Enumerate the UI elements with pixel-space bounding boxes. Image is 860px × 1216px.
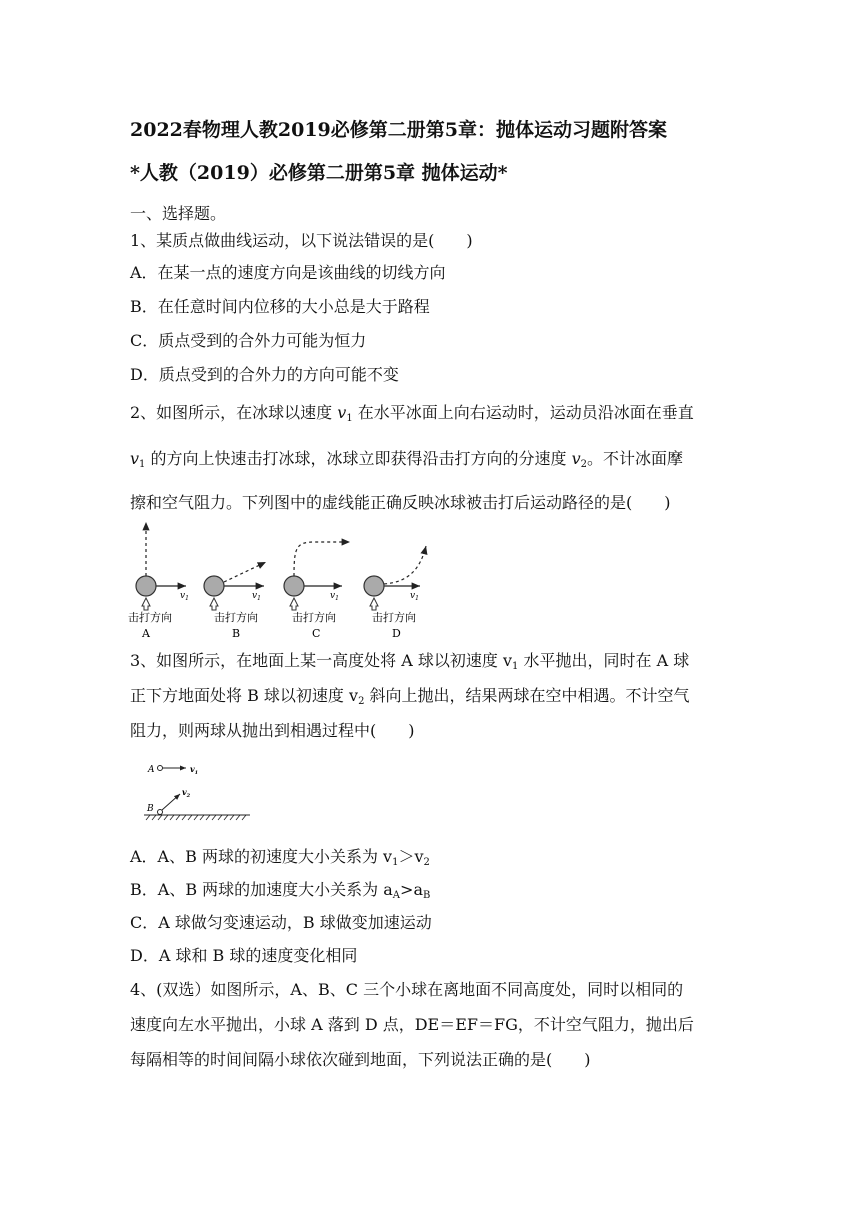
v1-label: $v_1$ (252, 591, 261, 602)
document-subtitle: *人教（2019）必修第二册第5章 抛体运动* (130, 162, 508, 184)
q3-text: 3、如图所示，在地面上某一高度处将 A 球以初速度 v (130, 651, 513, 670)
q4-line-1: 4、(双选）如图所示，A、B、C 三个小球在离地面不同高度处，同时以相同的 (130, 980, 684, 999)
q3-text: B．A、B 两球的加速度大小关系为 a (130, 880, 393, 899)
panel-label-a: A (142, 627, 150, 640)
q2-text: 在水平冰面上向右运动时，运动员沿冰面在垂直 (352, 403, 694, 422)
q3-figure (140, 758, 260, 824)
q3-text: >a (400, 880, 423, 899)
puck-icon (284, 576, 304, 596)
q3-option-b (130, 880, 430, 906)
q3-line-1 (130, 651, 689, 677)
q3-text: ＞v (398, 847, 424, 866)
ball-a-icon (158, 766, 163, 771)
puck-icon (364, 576, 384, 596)
q1-option-c: C．质点受到的合外力可能为恒力 (130, 331, 367, 350)
q3-text: 正下方地面处将 B 球以初速度 v (130, 686, 359, 705)
ball-a-label: A (148, 765, 155, 775)
panel-d (364, 546, 426, 640)
q4-line-3: 每隔相等的时间间隔小球依次碰到地面，下列说法正确的是( ) (130, 1050, 591, 1069)
q1-option-d: D．质点受到的合外力的方向可能不变 (130, 365, 399, 384)
hit-direction-label: 击打方向 (292, 611, 336, 624)
panel-label-d: D (392, 627, 401, 640)
q1-option-a: A．在某一点的速度方向是该曲线的切线方向 (130, 263, 446, 282)
q2-line-2 (130, 449, 683, 475)
q3-subscript: B (422, 890, 431, 901)
q3-subscript: A (392, 890, 401, 901)
q1-stem: 1、某质点做曲线运动，以下说法错误的是( ) (130, 231, 473, 250)
q2-text: 。不计冰面摩 (587, 449, 684, 468)
q3-option-d: D．A 球和 B 球的速度变化相同 (130, 946, 358, 965)
panel-a (128, 522, 189, 640)
v1-label: $v_1$ (330, 591, 339, 602)
panel-label-c: C (312, 627, 321, 640)
panel-c (284, 542, 350, 640)
q2-text: 2、如图所示，在冰球以速度 (130, 403, 338, 422)
q3-text: A．A、B 两球的初速度大小关系为 v (130, 847, 393, 866)
q3-subscript: 1 (392, 857, 399, 868)
q2-line-3: 擦和空气阻力。下列图中的虚线能正确反映冰球被击打后运动路径的是( ) (130, 493, 671, 512)
hit-direction-label: 击打方向 (128, 611, 172, 624)
q3-text: 水平抛出，同时在 A 球 (518, 651, 690, 670)
ball-b-icon (158, 810, 163, 815)
q3-subscript: 1 (512, 661, 519, 672)
q3-subscript: 2 (358, 696, 365, 707)
q2-subscript: 2 (580, 459, 588, 470)
puck-icon (204, 576, 224, 596)
q3-line-2 (130, 686, 690, 712)
q3-subscript: 2 (423, 857, 430, 868)
panel-label-b: B (232, 627, 241, 640)
document-title: 2022春物理人教2019必修第二册第5章：抛体运动习题附答案 (130, 119, 667, 141)
q2-figure (128, 518, 448, 644)
q3-text: 斜向上抛出，结果两球在空中相遇。不计空气 (364, 686, 690, 705)
q2-velocity-symbol: v (337, 403, 347, 422)
q2-subscript: 1 (139, 459, 146, 470)
q2-line-1 (130, 403, 694, 429)
panel-b (204, 562, 266, 640)
projectile-diagram (140, 758, 260, 824)
q4-line-2: 速度向左水平抛出，小球 A 落到 D 点，DE＝EF＝FG，不计空气阻力，抛出后 (130, 1015, 694, 1034)
q2-velocity-symbol: v (571, 449, 581, 468)
section-heading: 一、选择题。 (130, 204, 227, 223)
v1-label: $v_1$ (180, 591, 189, 602)
hit-direction-label: 击打方向 (372, 611, 416, 624)
q2-velocity-symbol: v (130, 449, 140, 468)
ball-b-label: B (147, 804, 154, 814)
q1-option-b: B．在任意时间内位移的大小总是大于路程 (130, 297, 430, 316)
q3-line-3: 阻力，则两球从抛出到相遇过程中( ) (130, 721, 415, 740)
ground-hatching (146, 815, 246, 820)
v1-label: $v_1$ (190, 764, 199, 776)
q3-option-a (130, 847, 430, 873)
puck-icon (136, 576, 156, 596)
v1-label: $v_1$ (410, 591, 419, 602)
q3-option-c: C．A 球做匀变速运动，B 球做变加速运动 (130, 913, 432, 932)
v2-label: $v_2$ (182, 787, 191, 799)
hockey-path-diagram (128, 518, 448, 644)
q2-subscript: 1 (346, 413, 353, 424)
hit-direction-label: 击打方向 (214, 611, 258, 624)
q2-text: 的方向上快速击打冰球，冰球立即获得沿击打方向的分速度 (145, 449, 572, 468)
